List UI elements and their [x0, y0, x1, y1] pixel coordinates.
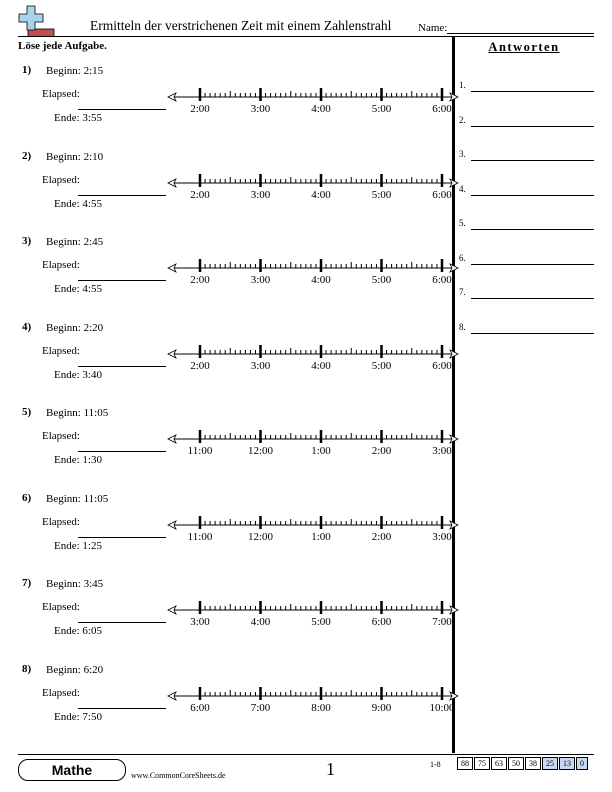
elapsed-label: Elapsed:	[42, 515, 80, 528]
score-table	[457, 757, 589, 770]
hour-label: 3:00	[250, 188, 271, 201]
score-cell: 25	[542, 757, 558, 770]
hour-label: 5:00	[371, 274, 392, 286]
footer-divider	[18, 754, 594, 755]
end-time: Ende: 7:50	[54, 710, 102, 723]
hour-label: 4:00	[311, 274, 331, 286]
hour-label: 4:00	[311, 103, 331, 115]
begin-time: Beginn: 3:45	[46, 578, 104, 590]
number-line	[168, 252, 458, 276]
answer-field[interactable]	[459, 251, 594, 265]
number-line	[168, 81, 458, 105]
hour-label: 10:00	[429, 701, 455, 714]
answer-number: 3.	[459, 149, 466, 159]
problem	[18, 64, 452, 150]
begin-time: Beginn: 2:10	[46, 150, 104, 163]
elapsed-label: Elapsed:	[42, 259, 80, 271]
answer-line[interactable]	[471, 333, 594, 334]
hour-label: 1:00	[311, 530, 331, 543]
answer-line[interactable]	[471, 160, 594, 161]
header-divider	[18, 36, 594, 37]
problem-number: 8)	[22, 662, 32, 675]
number-line	[168, 509, 458, 533]
problem-number: 7)	[22, 577, 32, 589]
elapsed-label: Elapsed:	[42, 344, 80, 357]
elapsed-answer-line[interactable]	[78, 537, 166, 538]
begin-time: Beginn: 11:05	[46, 492, 109, 505]
hour-label: 5:00	[311, 616, 331, 628]
answer-field[interactable]	[459, 182, 594, 196]
hour-label: 6:00	[432, 188, 452, 201]
answer-line[interactable]	[471, 229, 594, 230]
problem-number: 3)	[22, 235, 32, 247]
begin-time: Beginn: 11:05	[46, 407, 109, 419]
answer-number: 7.	[459, 287, 466, 297]
hour-label: 3:00	[190, 616, 210, 628]
brand-badge: Mathe	[18, 759, 126, 781]
problem	[18, 662, 455, 749]
answer-number: 5.	[459, 218, 466, 228]
elapsed-answer-line[interactable]	[78, 708, 166, 709]
problem	[18, 491, 452, 578]
hour-label: 12:00	[247, 445, 274, 457]
begin-time: Beginn: 2:20	[46, 321, 104, 334]
answer-line[interactable]	[471, 126, 594, 127]
end-time: Ende: 6:05	[54, 625, 102, 637]
hour-label: 4:00	[250, 616, 271, 628]
number-line	[168, 167, 458, 191]
elapsed-answer-line[interactable]	[78, 451, 166, 452]
hour-label: 6:00	[432, 274, 452, 286]
hour-label: 3:00	[250, 274, 271, 286]
hour-label: 6:00	[371, 616, 392, 628]
problem	[18, 149, 452, 236]
end-time: Ende: 3:55	[54, 112, 102, 124]
instructions: Löse jede Aufgabe.	[18, 40, 107, 52]
hour-label: 4:00	[311, 359, 331, 372]
answers-title: Antworten	[488, 40, 560, 54]
hour-label: 8:00	[311, 701, 331, 714]
hour-label: 2:00	[190, 274, 210, 286]
end-time: Ende: 1:30	[54, 454, 102, 466]
answer-field[interactable]	[459, 320, 594, 334]
hour-label: 2:00	[190, 359, 210, 372]
number-line	[168, 594, 458, 618]
hour-label: 4:00	[311, 188, 331, 201]
hour-label: 3:00	[250, 359, 271, 372]
problem	[18, 235, 452, 321]
hour-label: 11:00	[187, 445, 213, 457]
answer-line[interactable]	[471, 264, 594, 265]
elapsed-label: Elapsed:	[42, 88, 80, 100]
hour-label: 12:00	[247, 530, 274, 543]
score-cell: 88	[457, 757, 473, 770]
answer-line[interactable]	[471, 195, 594, 196]
end-time: Ende: 1:25	[54, 539, 102, 552]
name-field[interactable]	[447, 33, 594, 34]
elapsed-answer-line[interactable]	[78, 195, 166, 196]
elapsed-answer-line[interactable]	[78, 366, 166, 367]
problem-number: 5)	[22, 406, 32, 418]
score-cell: 50	[508, 757, 524, 770]
problem	[18, 577, 452, 663]
problem-number: 2)	[22, 149, 32, 162]
answer-line[interactable]	[471, 298, 594, 299]
answer-number: 2.	[459, 114, 466, 125]
problem-number: 4)	[22, 320, 32, 333]
problem-number: 1)	[22, 64, 32, 76]
elapsed-label: Elapsed:	[42, 430, 80, 442]
hour-label: 7:00	[250, 701, 271, 714]
answer-number: 1.	[459, 80, 466, 90]
end-time: Ende: 4:55	[54, 197, 102, 210]
hour-label: 7:00	[432, 616, 452, 628]
hour-label: 3:00	[250, 103, 271, 115]
number-line	[168, 423, 458, 447]
number-line	[168, 338, 458, 362]
elapsed-answer-line[interactable]	[78, 109, 166, 110]
end-time: Ende: 3:40	[54, 368, 102, 381]
answer-field[interactable]	[459, 147, 594, 161]
elapsed-label: Elapsed:	[42, 686, 80, 699]
answer-field[interactable]	[459, 113, 594, 127]
score-cell: 0	[576, 757, 588, 770]
answer-line[interactable]	[471, 91, 594, 92]
hour-label: 6:00	[432, 359, 452, 372]
page-title: Ermitteln der verstrichenen Zeit mit einem Zahlenstrahl	[90, 18, 392, 33]
elapsed-label: Elapsed:	[42, 173, 80, 186]
hour-label: 6:00	[432, 103, 452, 115]
answer-number: 8.	[459, 321, 466, 332]
problem	[18, 406, 452, 492]
hour-label: 2:00	[371, 530, 392, 543]
begin-time: Beginn: 6:20	[46, 663, 104, 676]
end-time: Ende: 4:55	[54, 283, 102, 295]
answer-field[interactable]	[459, 78, 594, 92]
hour-label: 5:00	[371, 359, 392, 372]
begin-time: Beginn: 2:45	[46, 236, 104, 248]
hour-label: 11:00	[187, 530, 213, 543]
hour-label: 2:00	[190, 188, 210, 201]
score-cell: 38	[525, 757, 541, 770]
elapsed-answer-line[interactable]	[78, 280, 166, 281]
problem-number: 6)	[22, 491, 32, 504]
hour-label: 9:00	[371, 701, 392, 714]
hour-label: 1:00	[311, 445, 331, 457]
score-cell: 13	[559, 757, 575, 770]
answer-field[interactable]	[459, 216, 594, 230]
hour-label: 2:00	[190, 103, 210, 115]
answer-field[interactable]	[459, 285, 594, 299]
problem	[18, 320, 452, 407]
hour-label: 3:00	[432, 445, 452, 457]
hour-label: 5:00	[371, 188, 392, 201]
elapsed-answer-line[interactable]	[78, 622, 166, 623]
begin-time: Beginn: 2:15	[46, 65, 104, 77]
hour-label: 2:00	[371, 445, 392, 457]
elapsed-label: Elapsed:	[42, 601, 80, 613]
score-cell: 63	[491, 757, 507, 770]
answer-number: 6.	[459, 252, 466, 263]
column-divider	[452, 37, 455, 753]
name-label: Name:	[418, 22, 448, 34]
score-range-label: 1-8	[430, 760, 441, 769]
page-number: 1	[326, 759, 335, 779]
logo-plus-minus-icon	[18, 5, 58, 37]
hour-label: 6:00	[190, 701, 210, 714]
site-url: www.CommonCoreSheets.de	[131, 771, 226, 780]
hour-label: 5:00	[371, 103, 392, 115]
score-cell: 75	[474, 757, 490, 770]
number-line	[168, 680, 458, 704]
hour-label: 3:00	[432, 530, 452, 543]
answer-number: 4.	[459, 183, 466, 194]
